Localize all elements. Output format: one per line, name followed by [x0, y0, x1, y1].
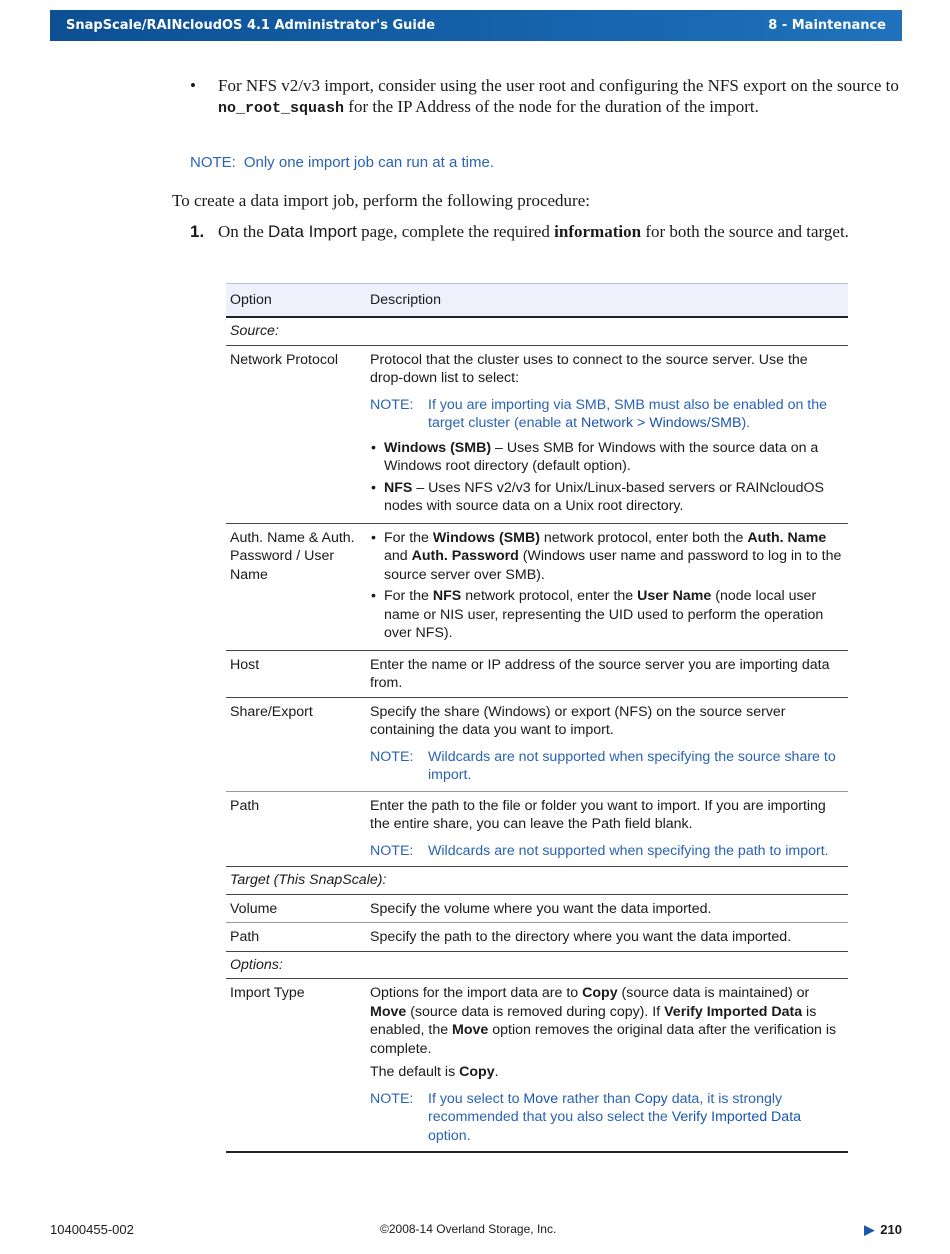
list-item: • NFS – Uses NFS v2/v3 for Unix/Linux-based servers or RAINcloudOS nodes with source data on a Unix root directory. [370, 479, 844, 516]
step-number: 1. [190, 222, 205, 241]
nfs-import-bullet [190, 75, 900, 119]
copyright: ©2008-14 Overland Storage, Inc. [380, 1222, 557, 1236]
options-table [226, 283, 848, 1153]
section-target: Target (This SnapScale): [226, 867, 848, 895]
note-one-job [190, 154, 494, 171]
option-auth: Auth. Name & Auth. Password / User Name [226, 523, 366, 650]
note-move-verify: NOTE: If you select to Move rather than Copy data, it is strongly recommended that you also select the Verify Imported Data option. [370, 1090, 802, 1144]
guide-title: SnapScale/RAINcloudOS 4.1 Administrator's Guide [66, 18, 436, 33]
table-row [226, 923, 848, 952]
option-import-type: Import Type [226, 979, 366, 1153]
protocol-list [370, 439, 844, 516]
note-wildcard-share: NOTE: Wildcards are not supported when specifying the source share to import. [370, 748, 836, 783]
desc-path-source: Enter the path to the file or folder you want to import. If you are importing the entire share, you can leave the Path field blank. NOTE: Wildcards are not supported when specifying the path to import. [366, 791, 848, 867]
header-description: Description [366, 284, 848, 318]
chapter-title: 8 - Maintenance [768, 18, 886, 33]
note-wildcard-path: NOTE: Wildcards are not supported when specifying the path to import. [370, 842, 829, 859]
list-item: • For the Windows (SMB) network protocol, enter both the Auth. Name and Auth. Password (Windows user name and password to log in to the source server over SMB). [370, 529, 844, 585]
doc-number: 10400455-002 [50, 1222, 134, 1237]
section-options: Options: [226, 951, 848, 979]
desc-auth [366, 523, 848, 650]
list-item: • For the NFS network protocol, enter the User Name (node local user name or NIS user, representing the UID used to perform the operation over NFS). [370, 587, 844, 643]
section-source: Source: [226, 317, 848, 345]
table-row [226, 523, 848, 650]
option-path-source: Path [226, 791, 366, 867]
desc-path-target: Specify the path to the directory where you want the data imported. [366, 923, 848, 952]
note-text: Only one import job can run at a time. [243, 154, 494, 171]
option-share-export: Share/Export [226, 697, 366, 791]
play-triangle-icon: ▶ [864, 1222, 875, 1237]
header-option: Option [226, 284, 366, 318]
page-header [50, 10, 902, 41]
desc-host: Enter the name or IP address of the source server you are importing data from. [366, 650, 848, 697]
table-row [226, 345, 848, 523]
table-header-row [226, 284, 848, 318]
desc-share-export: Specify the share (Windows) or export (NFS) on the source server containing the data you want to import. NOTE: Wildcards are not supported when specifying the source share to import. [366, 697, 848, 791]
desc-network-protocol: Protocol that the cluster uses to connect to the source server. Use the drop-down list to select: NOTE: If you are importing via SMB, SMB must also be enabled on the target cluster (enable at Network > Windows/SMB). • Windows (SMB) – Uses SMB for Windows with the source data on a Windows root directory (default option). • NFS – Uses NFS v2/v3 for Unix/Linux-based servers or RAINcloudOS nodes with source data on a Unix root directory. [366, 345, 848, 523]
desc-volume: Specify the volume where you want the data imported. [366, 894, 848, 923]
note-label: NOTE: [190, 154, 236, 171]
no-root-squash-code: no_root_squash [218, 100, 345, 117]
step-1 [190, 221, 900, 242]
option-volume: Volume [226, 894, 366, 923]
bullet-text: For NFS v2/v3 import, consider using the user root and configuring the NFS export on the source to no_root_squash for the IP Address of the node for the duration of the import. [218, 76, 899, 117]
table-row [226, 650, 848, 697]
page-number: ▶ 210 [864, 1222, 902, 1237]
procedure-intro: To create a data import job, perform the following procedure: [172, 191, 590, 210]
option-network-protocol: Network Protocol [226, 345, 366, 523]
option-path-target: Path [226, 923, 366, 952]
table-row [226, 697, 848, 791]
list-item: • Windows (SMB) – Uses SMB for Windows with the source data on a Windows root directory (default option). [370, 439, 844, 476]
option-host: Host [226, 650, 366, 697]
desc-import-type: Options for the import data are to Copy (source data is maintained) or Move (source data is removed during copy). If Verify Imported Data is enabled, the Move option removes the original data after the verification is complete. The default is Copy. NOTE: If you select to Move rather than Copy data, it is strongly recommended that you also select the Verify Imported Data option. [366, 979, 848, 1153]
bullet-dot: • [190, 76, 196, 95]
step-text: On the Data Import page, complete the required information for both the source and target. [218, 222, 849, 241]
auth-list [370, 529, 844, 643]
note-smb: NOTE: If you are importing via SMB, SMB must also be enabled on the target cluster (enable at Network > Windows/SMB). [370, 396, 828, 431]
table-row [226, 791, 848, 867]
table-row [226, 894, 848, 923]
table-row [226, 979, 848, 1153]
